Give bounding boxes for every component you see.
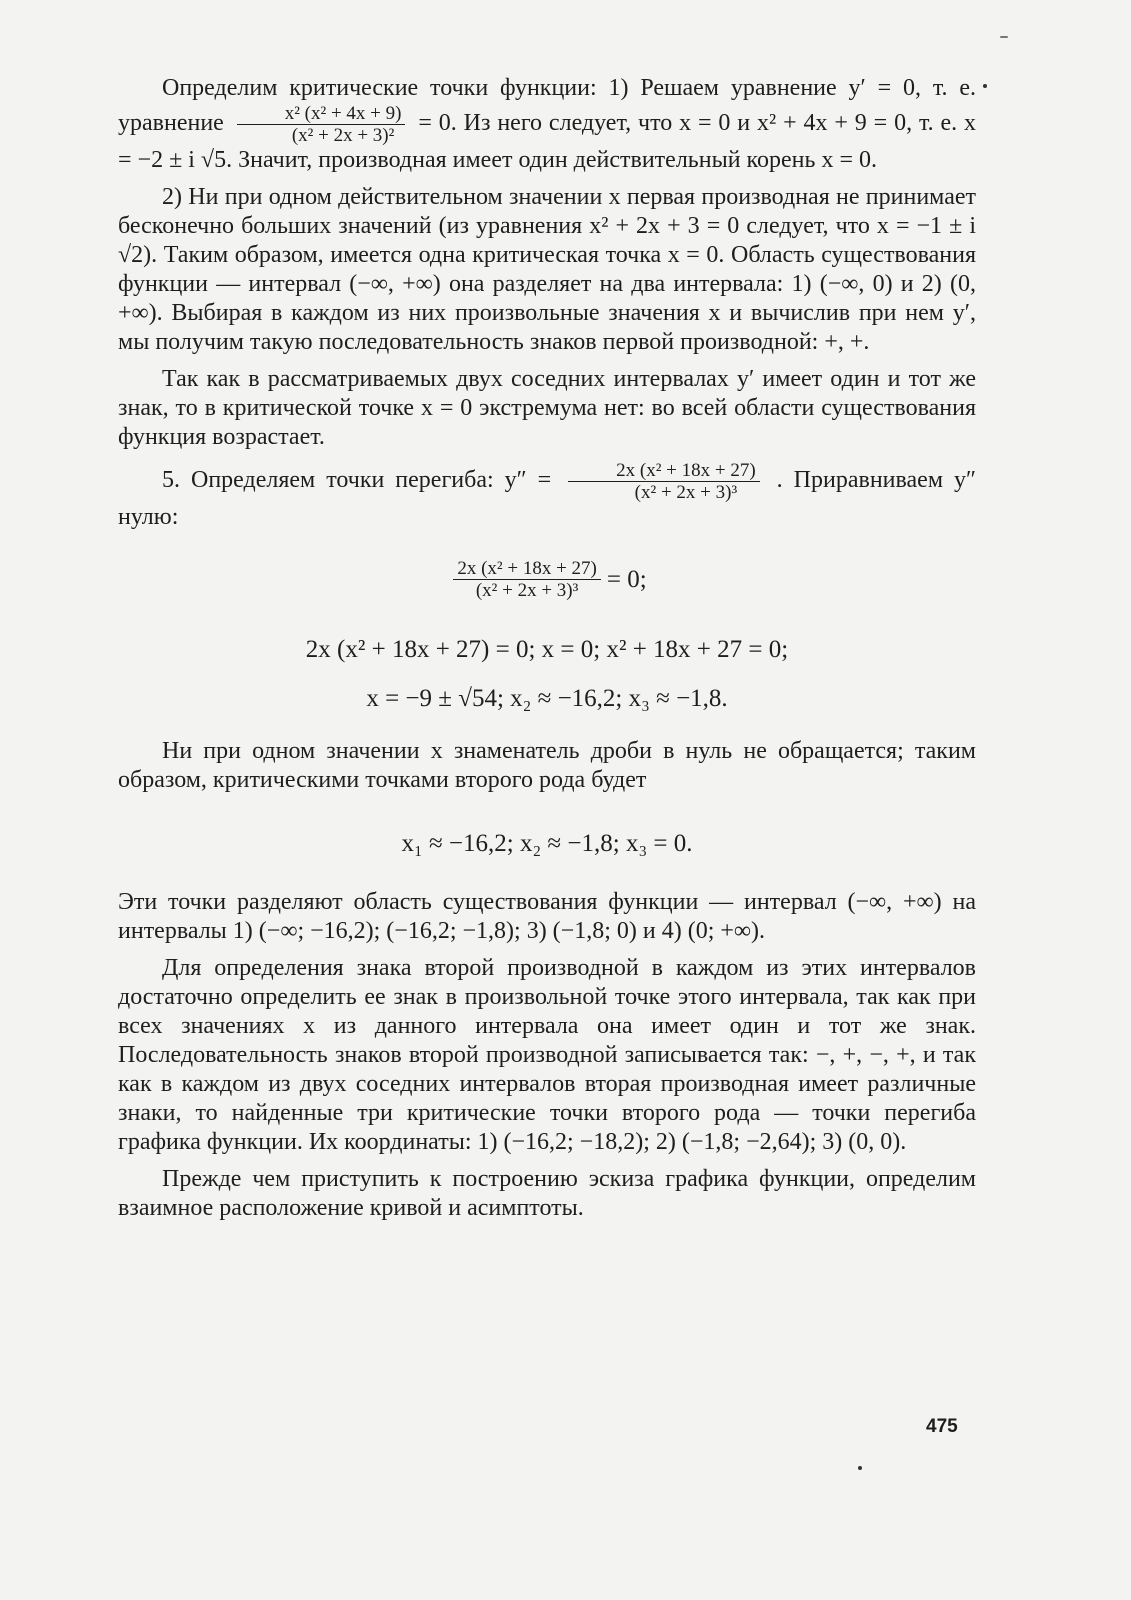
- p4-head-text: 5. Определяем точки перегиба: y″ =: [162, 467, 552, 494]
- paragraph-denominator-nonzero: Ни при одном значении x знаменатель дроби в нуль не обращается; таким образом, критическими точками второго рода будет: [118, 738, 976, 793]
- fraction-numerator: 2x (x² + 18x + 27): [453, 558, 601, 580]
- fraction-denominator: (x² + 2x + 3)³: [475, 580, 579, 601]
- paragraph-no-infinite-values: 2) Ни при одном действительном значении x первая производная не принимает бесконечно больших значений (из уравнения x² + 2x + 3 = 0 следует, что x = −1 ± i √2). Таким образом, имеется одна критическая точка x = 0. Область существования функции — интервал (−∞, +∞) она разделяет на два интервала: 1) (−∞, 0) и 2) (0, +∞). Выбирая в каждом из них произвольные значения x и вычислив при нем y′, мы получим такую последовательность знаков первой производной: +, +.: [118, 184, 976, 355]
- paragraph-inflection-points: [118, 460, 976, 532]
- fraction-numerator: 2x (x² + 18x + 27): [568, 460, 760, 482]
- fraction-denominator: (x² + 2x + 3)³: [634, 482, 738, 503]
- equation-fraction: [453, 558, 601, 601]
- print-speck: [858, 1466, 862, 1470]
- fraction-numerator: x² (x² + 4x + 9): [237, 103, 406, 125]
- page-number: 475: [926, 1416, 958, 1437]
- p4-tail-text: . Приравниваем y″ нулю:: [118, 467, 976, 530]
- p1-text: Определим критические точки функции: 1) Решаем уравнение y′ = 0, т. е. уравнение: [118, 75, 976, 137]
- paragraph-second-derivative-sign: Для определения знака второй производной в каждом из этих интервалов достаточно определить ее знак в произвольной точке этого интервала, так как при всех значениях x из данного интервала она имеет один и тот же знак. Последовательность знаков второй производной записывается так: −, +, −, +, и так как в каждом из двух соседних интервалов вторая производная имеет различные знаки, то найденные три критические точки второго рода — точки перегиба графика функции. Их координаты: 1) (−16,2; −18,2); 2) (−1,8; −2,64); 3) (0, 0).: [118, 955, 976, 1155]
- equation-second-kind-points: x₁ ≈ −16,2; x₂ ≈ −1,8; x₃ = 0.: [401, 830, 693, 857]
- p1-tail-text: = 0. Из него следует, что x = 0 и x² + 4x + 9 = 0, т. е. x = −2 ± i √5. Значит, производная имеет один действительный корень x = 0.: [118, 110, 977, 173]
- equation-roots: x = −9 ± √54; x₂ ≈ −16,2; x₃ ≈ −1,8.: [366, 685, 728, 712]
- page-content: [118, 74, 976, 1223]
- equation-factored: 2x (x² + 18x + 27) = 0; x = 0; x² + 18x + 27 = 0;: [305, 636, 789, 663]
- second-derivative-fraction: [568, 460, 760, 503]
- equation-tail: = 0;: [606, 566, 647, 593]
- first-derivative-fraction: [237, 103, 406, 146]
- paragraph-critical-points: [118, 74, 976, 175]
- equation-second-derivative-zero: [118, 558, 976, 601]
- paragraph-sketch-intro: Прежде чем приступить к построению эскиза графика функции, определим взаимное расположение кривой и асимптоты.: [118, 1166, 976, 1221]
- print-speck: [1000, 36, 1008, 38]
- print-speck: [983, 84, 987, 88]
- fraction-denominator: (x² + 2x + 3)²: [291, 125, 395, 146]
- paragraph-no-extremum: Так как в рассматриваемых двух соседних интервалах y′ имеет один и тот же знак, то в критической точке x = 0 экстремума нет: во всей области существования функция возрастает.: [118, 366, 976, 450]
- paragraph-intervals: Эти точки разделяют область существования функции — интервал (−∞, +∞) на интервалы 1) (−∞; −16,2); (−16,2; −1,8); 3) (−1,8; 0) и 4) (0; +∞).: [118, 889, 976, 944]
